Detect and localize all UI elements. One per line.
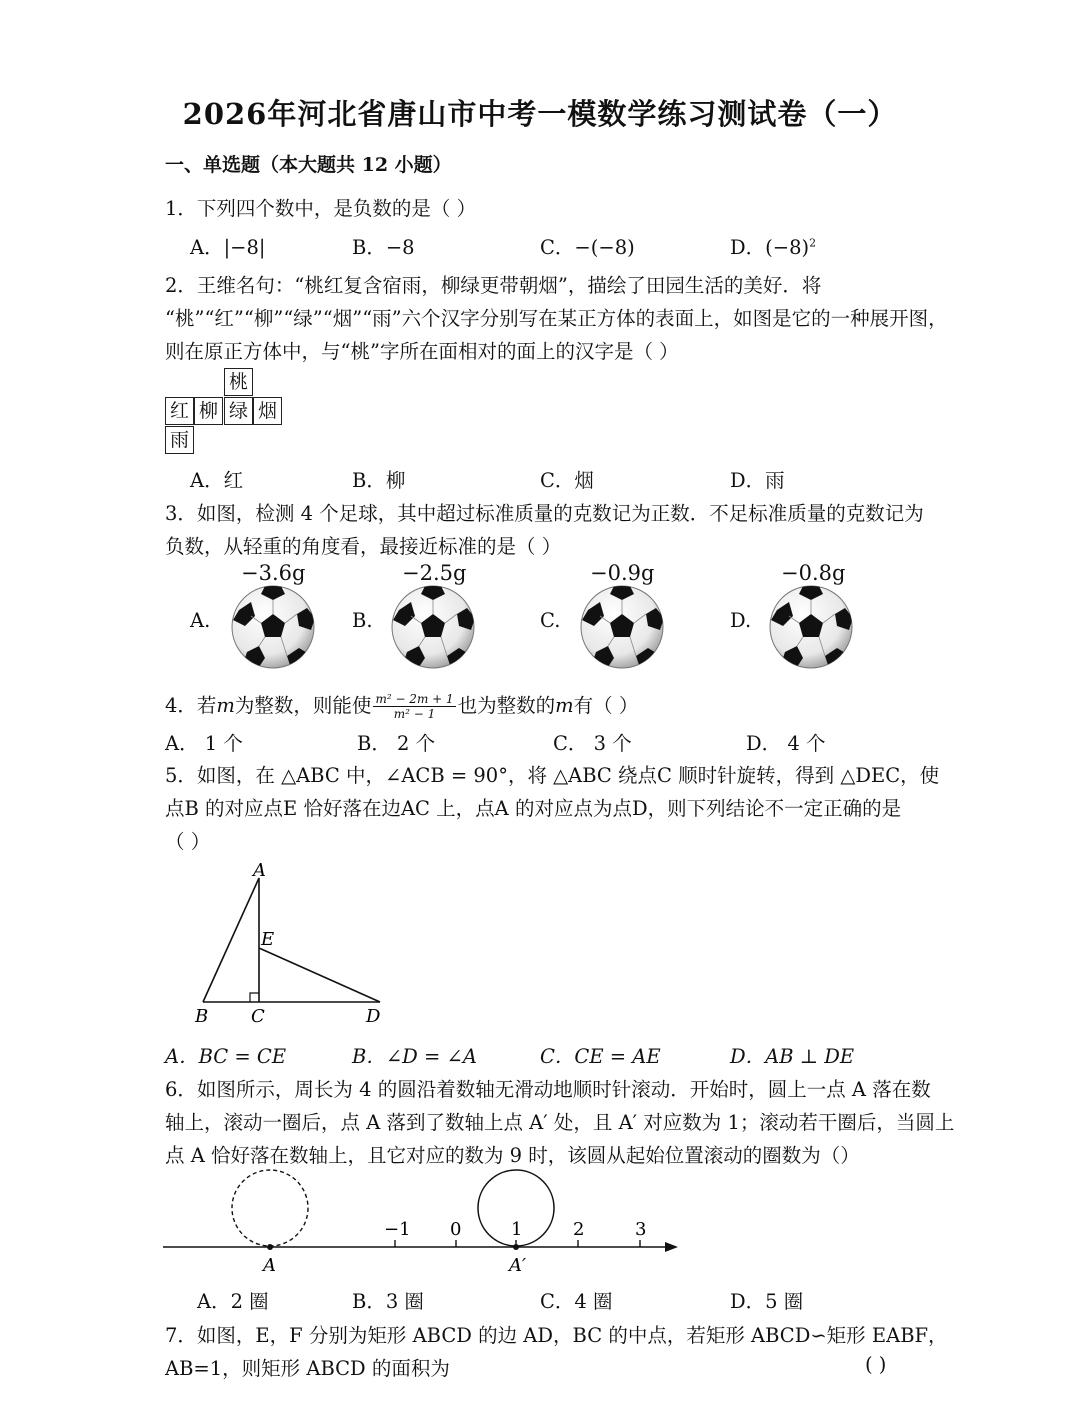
q1-option-c-expr: −(−8): [574, 236, 635, 259]
q6-option-a: A．2 圈: [197, 1290, 269, 1313]
q4-option-c: C． 3 个: [553, 732, 632, 755]
q3-ball-b-weight: −2.5g: [402, 561, 467, 585]
net-cell-tao: 桃: [224, 368, 253, 396]
tick-label-3: 3: [635, 1219, 647, 1240]
point-label-a: A: [263, 1255, 276, 1276]
tick-label-neg1: −1: [384, 1219, 411, 1240]
net-cell-liu: 柳: [194, 397, 223, 425]
q5-line2: 点B 的对应点E 恰好落在边AC 上，点A 的对应点为点D，则下列结论不一定正确的是: [165, 797, 902, 820]
q3-ball-d-weight: −0.8g: [781, 561, 846, 585]
start-circle: [232, 1170, 308, 1246]
q4-fraction-numerator: m² − 2m + 1: [375, 692, 454, 706]
q1-option-b: B．−8: [352, 236, 415, 259]
section-heading: 一、单选题（本大题共 12 小题）: [165, 154, 452, 176]
net-cell-hong: 红: [165, 397, 194, 425]
q5-line3: （ ）: [165, 830, 211, 853]
label-d: D: [366, 1006, 381, 1027]
q3-line1: 3．如图，检测 4 个足球，其中超过标准质量的克数记为正数．不足标准质量的克数记为: [165, 502, 924, 525]
q3-option-a-letter: A.: [190, 609, 211, 632]
q3-option-d-letter: D.: [730, 609, 752, 632]
q4-fraction-denominator: m² − 1: [393, 707, 436, 721]
label-a: A: [253, 860, 266, 881]
page-title: 2026年河北省唐山市中考一模数学练习测试卷（一）: [182, 97, 898, 131]
q1-option-d: D．$(-8)^2$: [730, 236, 817, 259]
q4-option-a: A． 1 个: [165, 732, 243, 755]
q4-fraction: [373, 692, 455, 721]
q5-option-a: A．BC = CE: [165, 1045, 287, 1068]
q2-option-d: D．雨: [730, 469, 785, 492]
q2-line1: 2．王维名句：“桃红复含宿雨，柳绿更带朝烟”，描绘了田园生活的美好．将: [165, 274, 822, 297]
q1-option-a-expr: |−8|: [223, 236, 266, 259]
soccer-ball-icon: [389, 584, 477, 670]
q3-ball-a-weight: −3.6g: [241, 561, 306, 585]
q2-option-a: A．红: [190, 469, 244, 492]
q4-stem: 4．若m为整数，则能使 $\frac{\text{m² − 2m + 1}}{\text{m² − 1}}$ 也为整数的m有（ ）: [165, 692, 639, 721]
point-a-prime: [513, 1244, 519, 1250]
q5-option-c: C．CE = AE: [540, 1045, 661, 1068]
q5-triangle-figure: [190, 860, 400, 1030]
q4-option-d: D． 4 个: [746, 732, 826, 755]
q1-option-a: A．|−8|: [190, 236, 266, 259]
q6-line1: 6．如图所示，周长为 4 的圆沿着数轴无滑动地顺时针滚动．开始时，圆上一点 A 落在数: [165, 1078, 931, 1101]
point-label-a-prime: A′: [509, 1255, 527, 1276]
segment-ed: [259, 948, 380, 1002]
q2-line2: “桃”“红”“柳”“绿”“烟”“雨”六个汉字分别写在某正方体的表面上，如图是它的一种展开图，: [165, 307, 948, 330]
q2-line3: 则在原正方体中，与“桃”字所在面相对的面上的汉字是（ ）: [165, 340, 679, 363]
label-c: C: [251, 1006, 265, 1027]
label-e: E: [261, 929, 275, 950]
net-cell-lv: 绿: [224, 397, 253, 425]
segment-ab: [203, 878, 259, 1002]
tick-label-1: 1: [511, 1219, 523, 1240]
q1-stem: 1．下列四个数中，是负数的是（ ）: [165, 197, 477, 220]
q7-answer-paren: ( ): [865, 1353, 887, 1376]
q3-line2: 负数，从轻重的角度看，最接近标准的是（ ）: [165, 535, 562, 558]
q2-option-b: B．柳: [352, 469, 406, 492]
axis-arrow-icon: [665, 1242, 678, 1252]
label-b: B: [195, 1006, 209, 1027]
q3-option-c-letter: C.: [540, 609, 561, 632]
q5-option-b: B．∠D = ∠A: [352, 1045, 477, 1068]
q3-ball-c-weight: −0.9g: [590, 561, 655, 585]
tick-label-0: 0: [450, 1219, 462, 1240]
soccer-ball-icon: [578, 584, 666, 670]
soccer-ball-icon: [767, 584, 855, 670]
q6-line3: 点 A 恰好落在数轴上，且它对应的数为 9 时，该圆从起始位置滚动的圈数为（）: [165, 1144, 860, 1167]
q7-line2: AB=1，则矩形 ABCD 的面积为: [165, 1357, 450, 1380]
q1-option-d-expr: (−8): [765, 236, 810, 259]
q2-option-c: C．烟: [540, 469, 594, 492]
q3-option-b-letter: B.: [352, 609, 373, 632]
net-cell-yan: 烟: [253, 397, 282, 425]
q5-line1: 5．如图，在 △ABC 中，∠ACB = 90°，将 △ABC 绕点C 顺时针旋转，得到 △DEC，使: [165, 764, 940, 787]
soccer-ball-icon: [229, 584, 317, 670]
right-angle-mark: [250, 993, 259, 1002]
q5-option-d: D．AB ⊥ DE: [730, 1045, 855, 1068]
q6-number-line-figure: [160, 1168, 690, 1278]
q6-line2: 轴上，滚动一圈后，点 A 落到了数轴上点 A′ 处，且 A′ 对应数为 1；滚动若干圈后，当圆上: [165, 1111, 955, 1134]
net-cell-yu: 雨: [165, 426, 194, 454]
q1-option-c: C．−(−8): [540, 236, 635, 259]
q6-option-c: C．4 圈: [540, 1290, 613, 1313]
q4-option-b: B． 2 个: [357, 732, 436, 755]
q7-line1: 7．如图，E，F 分别为矩形 ABCD 的边 AD，BC 的中点，若矩形 ABCD∽矩形 EABF，: [165, 1324, 948, 1347]
point-a: [267, 1244, 273, 1250]
q6-option-b: B．3 圈: [352, 1290, 424, 1313]
tick-label-2: 2: [573, 1219, 585, 1240]
q6-option-d: D．5 圈: [730, 1290, 804, 1313]
q1-option-d-exponent: 2: [809, 236, 817, 250]
